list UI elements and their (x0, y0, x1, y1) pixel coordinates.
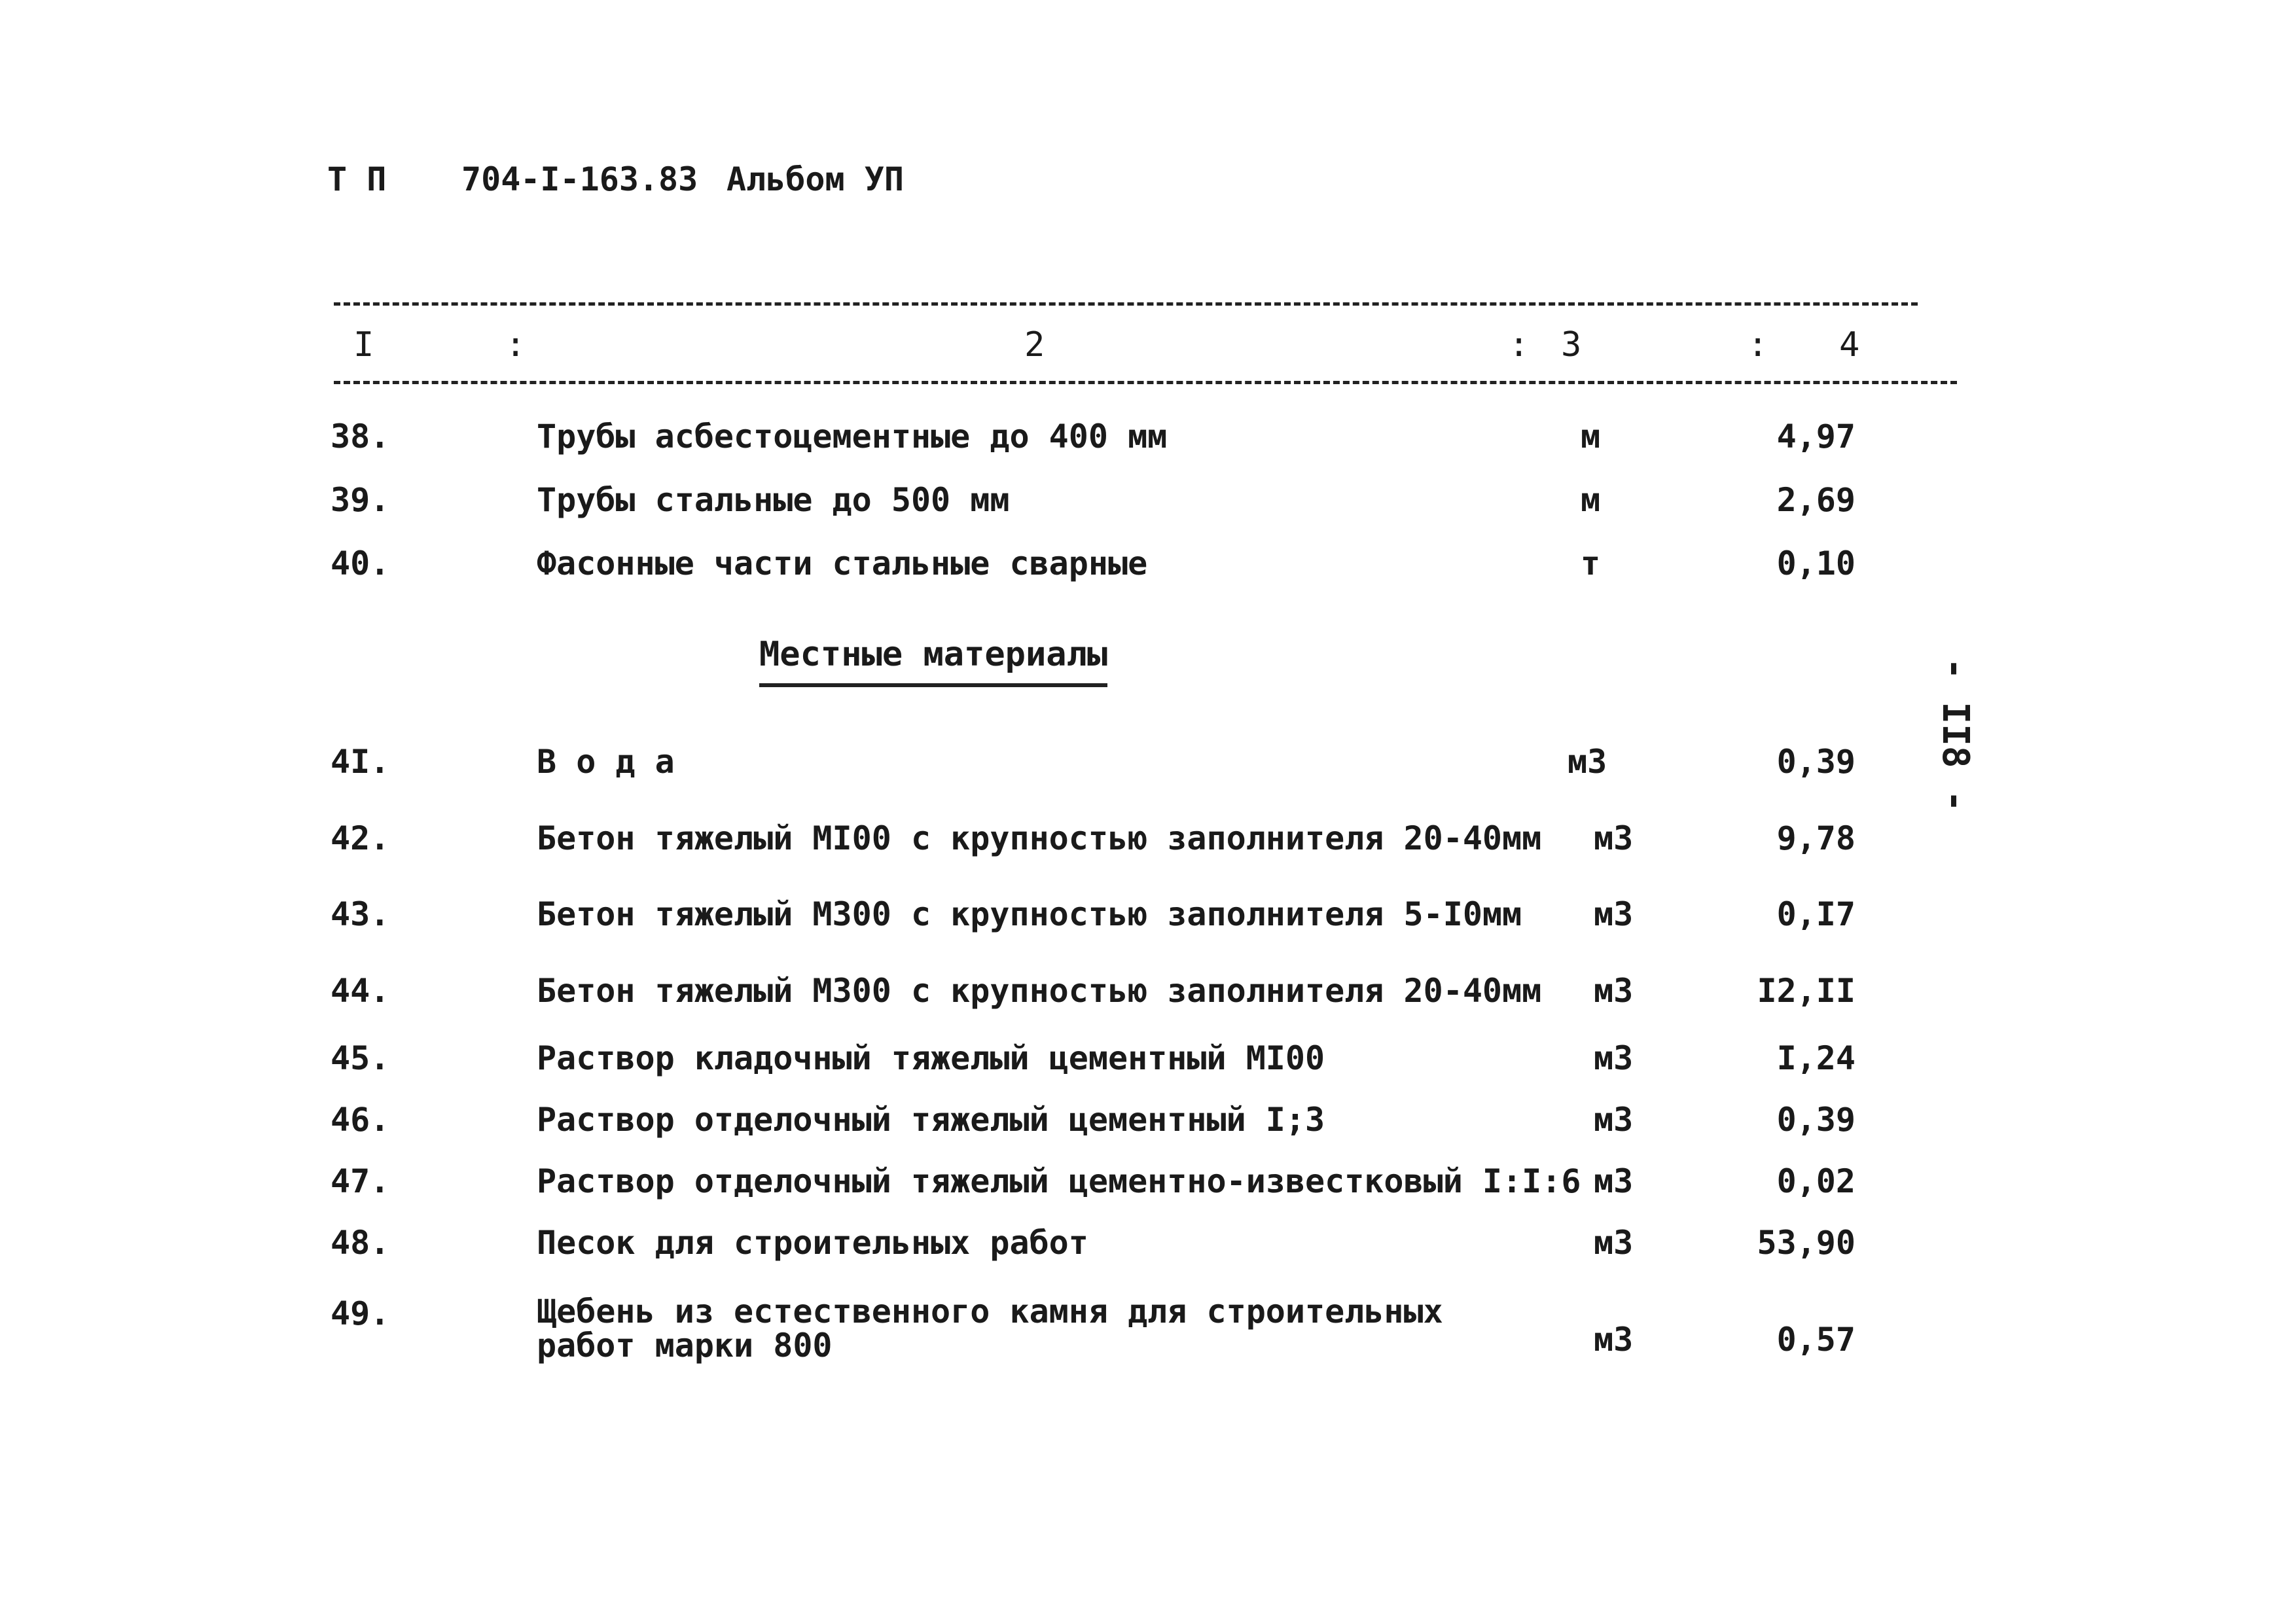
row-number: 49. (331, 1294, 390, 1332)
page-number: - II8 - (1934, 658, 1977, 813)
row-quantity: 0,02 (1776, 1162, 1856, 1200)
row-unit: м3 (1568, 743, 1607, 781)
row-number: 40. (331, 544, 390, 582)
row-name: Фасонные части стальные сварные (537, 544, 1148, 582)
row-unit: м3 (1594, 972, 1634, 1010)
row-quantity: I2,II (1757, 972, 1856, 1010)
column-separator-2: : (1509, 325, 1530, 365)
header-album: Альбом УП (726, 160, 904, 198)
column-header-2: 2 (1024, 325, 1045, 365)
row-name (537, 1294, 1518, 1363)
row-number: 48. (331, 1224, 390, 1262)
row-unit: т (1581, 544, 1601, 582)
column-header-1: I (353, 325, 374, 365)
row-name: Бетон тяжелый МI00 с крупностью заполнителя 20-40мм (537, 819, 1542, 857)
header-project-code: 704-I-163.83 (461, 160, 698, 198)
row-name: Трубы асбестоцементные до 400 мм (537, 418, 1168, 455)
row-number: 46. (331, 1101, 390, 1139)
row-number: 43. (331, 895, 390, 933)
row-quantity: 9,78 (1776, 819, 1856, 857)
column-header-4: 4 (1839, 325, 1860, 365)
row-quantity: 4,97 (1776, 418, 1856, 455)
row-quantity: 0,57 (1776, 1321, 1856, 1359)
row-quantity: 0,10 (1776, 544, 1856, 582)
row-quantity: 0,39 (1776, 743, 1856, 781)
row-unit: м3 (1594, 1321, 1634, 1359)
row-quantity: I,24 (1776, 1039, 1856, 1077)
row-number: 38. (331, 418, 390, 455)
row-quantity: 0,I7 (1776, 895, 1856, 933)
row-name: Песок для строительных работ (537, 1224, 1088, 1262)
column-separator-3: : (1748, 325, 1768, 365)
column-header-3: 3 (1561, 325, 1582, 365)
row-number: 44. (331, 972, 390, 1010)
header-tp: Т П (327, 160, 387, 198)
row-quantity: 2,69 (1776, 481, 1856, 519)
column-separator-1: : (505, 325, 526, 365)
row-unit: м3 (1594, 1101, 1634, 1139)
row-name: Бетон тяжелый М300 с крупностью заполнителя 20-40мм (537, 972, 1542, 1010)
row-name: В о д а (537, 743, 675, 781)
row-number: 42. (331, 819, 390, 857)
table-top-rule (334, 302, 1918, 306)
row-unit: м (1581, 481, 1601, 519)
row-number: 47. (331, 1162, 390, 1200)
row-name: Раствор отделочный тяжелый цементный I;3 (537, 1101, 1325, 1139)
row-unit: м3 (1594, 1224, 1634, 1262)
row-quantity: 0,39 (1776, 1101, 1856, 1139)
row-unit: м3 (1594, 1039, 1634, 1077)
row-name: Раствор отделочный тяжелый цементно-известковый I:I:6 (537, 1162, 1581, 1200)
row-number: 45. (331, 1039, 390, 1077)
row-name: Трубы стальные до 500 мм (537, 481, 1010, 519)
row-name: Раствор кладочный тяжелый цементный МI00 (537, 1039, 1325, 1077)
section-title-local-materials: Местные материалы (759, 635, 1107, 687)
table-header-bottom-rule (334, 381, 1957, 384)
row-unit: м3 (1594, 1162, 1634, 1200)
row-name: Бетон тяжелый М300 с крупностью заполнителя 5-I0мм (537, 895, 1522, 933)
row-number: 39. (331, 481, 390, 519)
row-number: 4I. (331, 743, 390, 781)
row-name-line-1: Щебень из естественного камня для строительных (537, 1293, 1443, 1330)
row-unit: м3 (1594, 895, 1634, 933)
row-unit: м3 (1594, 819, 1634, 857)
row-quantity: 53,90 (1757, 1224, 1856, 1262)
row-unit: м (1581, 418, 1601, 455)
row-name-line-2: работ марки 800 (537, 1327, 833, 1364)
